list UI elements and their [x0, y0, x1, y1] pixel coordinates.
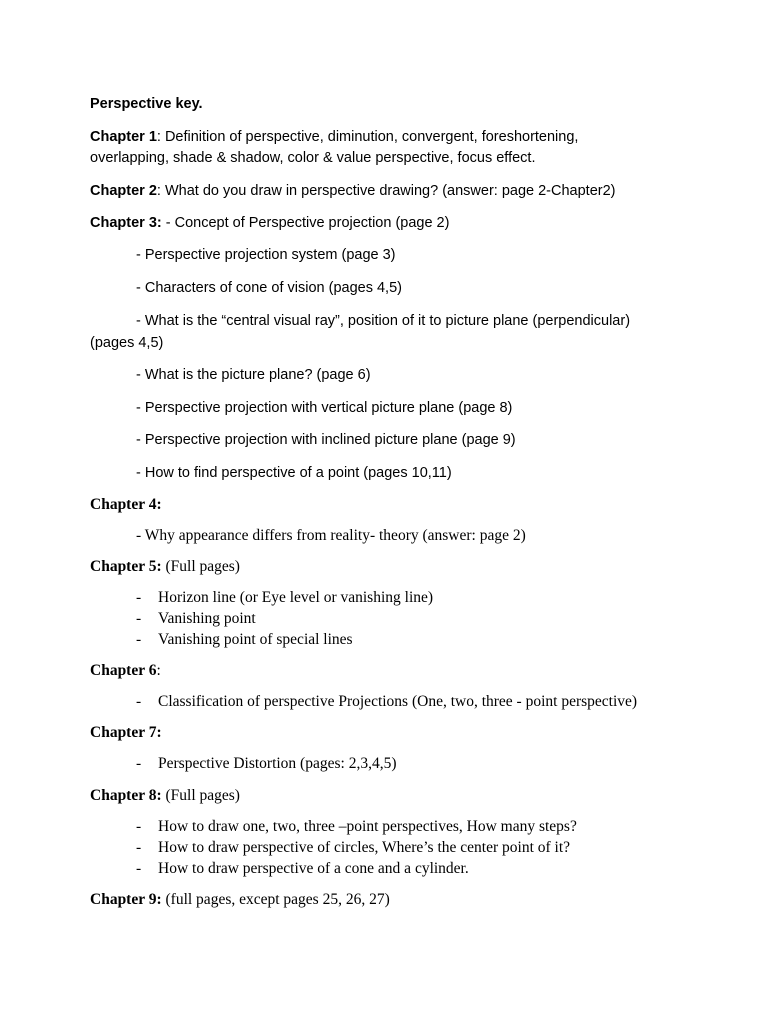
document-page: Perspective key. Chapter 1: Definition of perspective, diminution, convergent, foreshortening, overlapping, shade & shadow, color & value perspective, focus effect. Chapter 2: What do you draw in perspective drawing? (answer: page 2-Chapter2) Chapter 3: - Concept of Perspective projection (page 2) - Perspective projection system (page 3) - Characters of cone of vision (pages 4,5) - What is the “central visual ray”, position of it to picture plane (perpendicular) (pages 4,5) - What is the picture plane? (page 6) - Perspective projection with vertical picture plane (page 8) - Perspective projection with inclined picture plane (page 9) - How to find perspective of a point (pages 10,11) Chapter 4: - Why appearance differs from reality- theory (answer: page 2) Chapter 5: (Full pages) - Horizon line (or Eye level or vanishing line) - Vanishing point - Vanishing point of special lines Chapter 6: - Classification of perspective Projections (One, two, three - point perspective) Chapter 7: - Perspective Distortion (pages: 2,3,4,5) Chapter 8: (Full pages) - How to draw one, two, three –point perspectives, How many steps? - How to draw perspective of circles, Where’s the center point of it? - How to draw perspective of a cone and a cylinder. Chapter 9: (full pages, except pages 25, 26, 27) — [90, 96, 638, 908]
chapter-3-item: - Characters of cone of vision (pages 4,5) — [136, 280, 402, 296]
document-title: Perspective key. — [90, 96, 203, 112]
bullet-dash: - — [136, 860, 142, 877]
chapter-4-item: - Why appearance differs from reality- theory (answer: page 2) — [136, 527, 526, 544]
bullet-dash: - — [136, 818, 142, 835]
chapter-9-line: Chapter 9: (full pages, except pages 25, 26, 27) — [90, 891, 390, 908]
chapter-3-item: - How to find perspective of a point (pages 10,11) — [136, 465, 452, 481]
chapter-3-item-continued: (pages 4,5) — [90, 335, 164, 351]
bullet-dash: - — [136, 755, 142, 772]
chapter-3-label: Chapter 3: — [90, 215, 162, 231]
chapter-3-item: - What is the “central visual ray”, position of it to picture plane (perpendicular) — [136, 313, 631, 329]
chapter-1-label: Chapter 1 — [90, 129, 157, 145]
bullet-dash: - — [136, 631, 142, 648]
chapter-1-line-1: Chapter 1: Definition of perspective, diminution, convergent, foreshortening, — [90, 129, 579, 145]
chapter-8-label: Chapter 8: — [90, 787, 162, 804]
chapter-8-line: Chapter 8: (Full pages) — [90, 787, 240, 804]
chapter-6-label: Chapter 6 — [90, 662, 157, 679]
chapter-4-label: Chapter 4: — [90, 496, 162, 513]
chapter-3-item: - Perspective projection system (page 3) — [136, 247, 396, 263]
chapter-3-item: - What is the picture plane? (page 6) — [136, 367, 371, 383]
chapter-5-label: Chapter 5: — [90, 558, 162, 575]
chapter-3-item: - Perspective projection with vertical picture plane (page 8) — [136, 400, 513, 416]
chapter-2-label: Chapter 2 — [90, 183, 157, 199]
chapter-3-item: - Perspective projection with inclined picture plane (page 9) — [136, 432, 516, 448]
chapter-7-label: Chapter 7: — [90, 724, 162, 741]
chapter-5-line: Chapter 5: (Full pages) — [90, 558, 240, 575]
bullet-dash: - — [136, 839, 142, 856]
bullet-dash: - — [136, 693, 142, 710]
bullet-dash: - — [136, 610, 142, 627]
bullet-dash: - — [136, 589, 142, 606]
chapter-2-line: Chapter 2: What do you draw in perspective drawing? (answer: page 2-Chapter2) — [90, 183, 616, 199]
chapter-1-line-2: overlapping, shade & shadow, color & value perspective, focus effect. — [90, 150, 536, 166]
chapter-6-line: Chapter 6: — [90, 662, 161, 679]
chapter-3-line: Chapter 3: - Concept of Perspective projection (page 2) — [90, 215, 450, 231]
chapter-9-label: Chapter 9: — [90, 891, 162, 908]
